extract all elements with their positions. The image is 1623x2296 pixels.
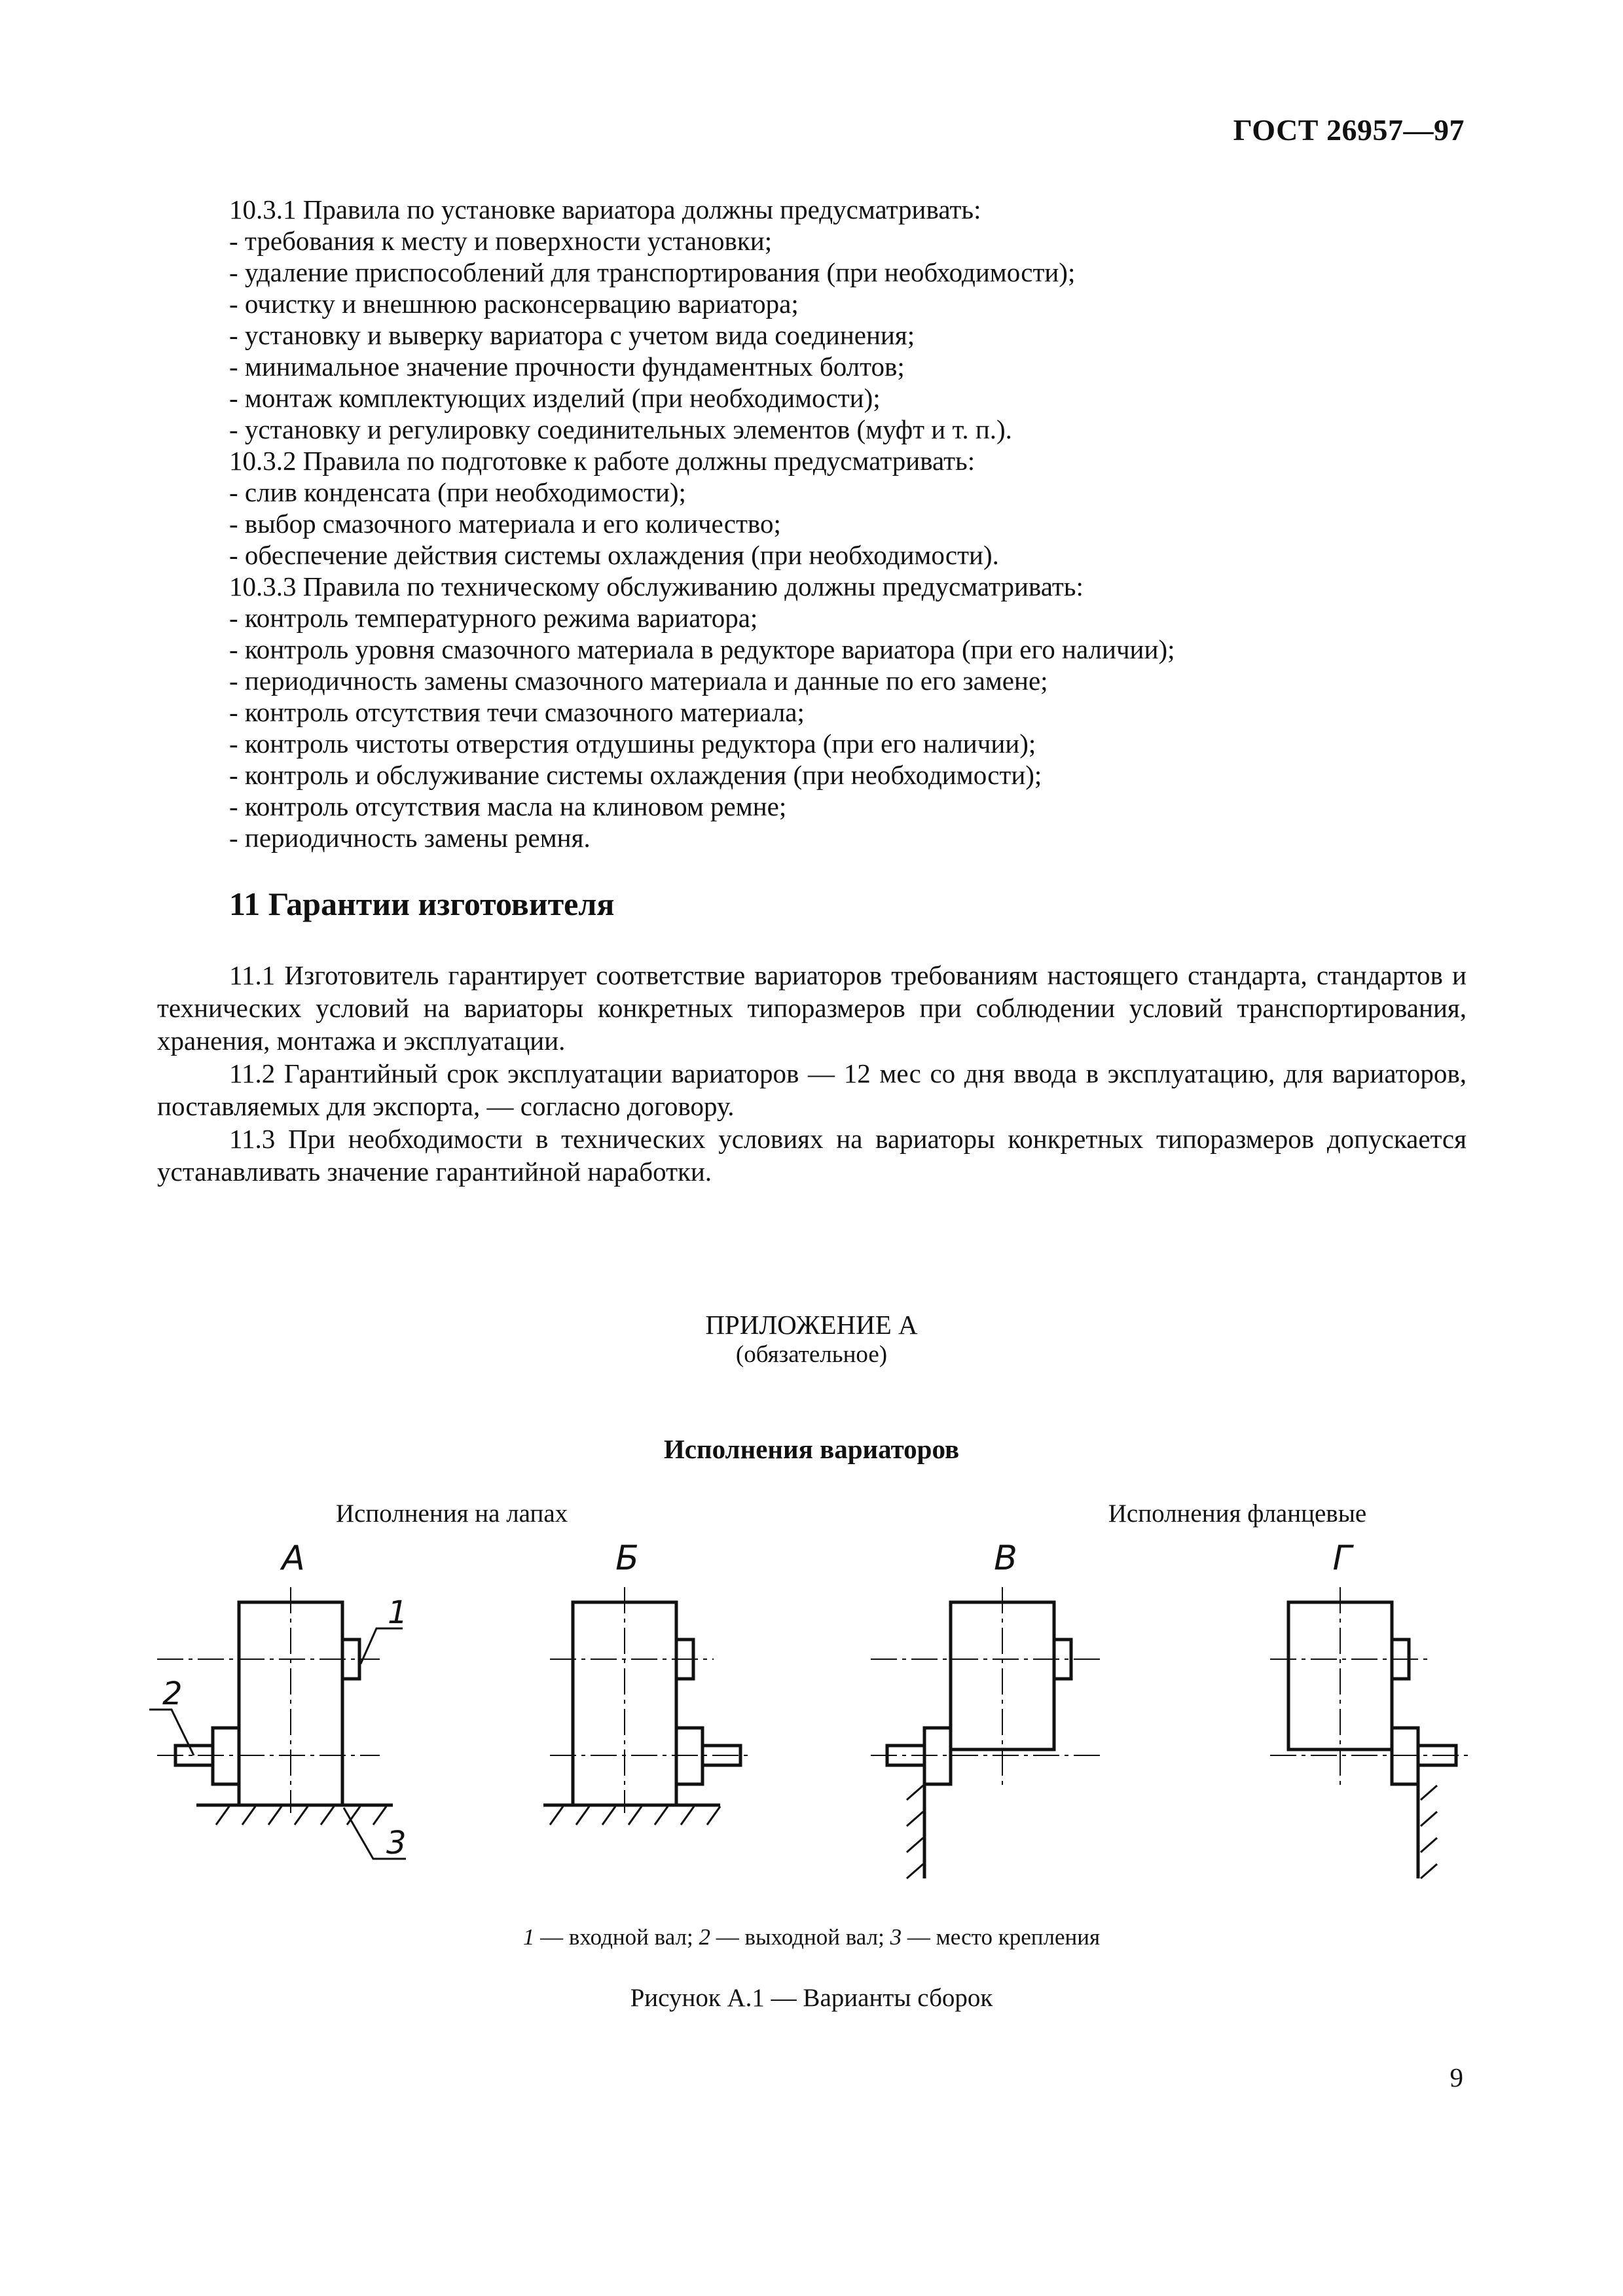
variant-label-g: Г [1332,1539,1352,1578]
appendix-subtitle: (обязательное) [735,1341,888,1368]
paragraph-11-1 [157,959,1467,1057]
callout-1: 1 [388,1594,408,1631]
figure-legend [0,1924,1623,1950]
list-item: 10.3.2 Правила по подготовке к работе должны предусматривать: [229,446,976,476]
list-item: - контроль отсутствия течи смазочного материала; [229,697,805,727]
variant-v-drawing [871,1587,1100,1878]
variant-label-v: В [994,1539,1017,1578]
legend-text: — место крепления [902,1924,1101,1950]
paragraph-text: 11.1 Изготовитель гарантирует соответствие вариаторов требованиям настоящего стандарта, стандартов и технических условий на вариаторы конкретных типоразмеров при соблюдении условий транспортирования, хранения, монтажа и эксплуатации. [157,960,1467,1056]
paragraph-text: 11.2 Гарантийный срок эксплуатации вариаторов — 12 мес со дня ввода в эксплуатацию, для вариаторов, поставляемых для экспорта, — согласно договору. [157,1058,1467,1121]
appendix-title: ПРИЛОЖЕНИЕ А [705,1310,918,1340]
callout-3: 3 [386,1825,407,1861]
list-item: - установку и выверку вариатора с учетом вида соединения; [229,320,915,350]
list-item: 10.3.3 Правила по техническому обслуживанию должны предусматривать: [229,571,1084,601]
list-item: - контроль и обслуживание системы охлаждения (при необходимости); [229,760,1042,790]
variant-a-drawing [149,1587,406,1859]
list-item: - контроль уровня смазочного материала в редукторе вариатора (при его наличии); [229,634,1175,664]
callout-2: 2 [162,1676,183,1712]
legend-text: — входной вал; [534,1924,699,1950]
list-item: - обеспечение действия системы охлаждения (при необходимости). [229,540,999,570]
legend-num: 2 [699,1924,710,1950]
list-item: 10.3.1 Правила по установке вариатора должны предусматривать: [229,194,981,224]
variant-label-b: Б [615,1539,639,1578]
list-item: - периодичность замены ремня. [229,823,591,853]
paragraph-text: 11.3 При необходимости в технических условиях на вариаторы конкретных типоразмеров допускается устанавливать значение гарантийной наработки. [157,1124,1467,1187]
legend-num: 1 [522,1924,535,1950]
paragraph-11-3 [157,1122,1467,1188]
section-title: 11 Гарантии изготовителя [229,886,615,922]
list-item: - слив конденсата (при необходимости); [229,477,686,507]
paragraph-11-2 [157,1057,1467,1122]
figure-caption: Рисунок А.1 — Варианты сборок [630,1984,993,2012]
group-label-feet: Исполнения на лапах [335,1499,568,1528]
variant-b-drawing [543,1587,753,1825]
appendix-heading: Исполнения вариаторов [663,1434,960,1464]
list-item: - монтаж комплектующих изделий (при необходимости); [229,383,881,413]
list-item: - очистку и внешнюю расконсервацию вариатора; [229,289,799,319]
group-label-flange: Исполнения фланцевые [1108,1499,1367,1528]
list-item: - контроль отсутствия масла на клиновом ремне; [229,791,787,821]
list-item: - выбор смазочного материала и его количество; [229,509,781,539]
list-item: - удаление приспособлений для транспортирования (при необходимости); [229,257,1076,287]
list-item: - периодичность замены смазочного материала и данные по его замене; [229,666,1048,696]
variant-label-a: А [282,1539,305,1578]
list-item: - минимальное значение прочности фундаментных болтов; [229,351,905,382]
legend-num: 3 [890,1924,902,1950]
legend-text: — выходной вал; [710,1924,890,1950]
variants-figure [0,1525,1623,1918]
list-item: - требования к месту и поверхности установки; [229,226,773,256]
list-item: - установку и регулировку соединительных элементов (муфт и т. п.). [229,414,1012,444]
list-item: - контроль температурного режима вариатора; [229,603,758,633]
variant-g-drawing [1270,1587,1470,1878]
list-item: - контроль чистоты отверстия отдушины редуктора (при его наличии); [229,728,1036,759]
document-code: ГОСТ 26957—97 [1233,113,1465,147]
page-number: 9 [1450,2062,1463,2092]
